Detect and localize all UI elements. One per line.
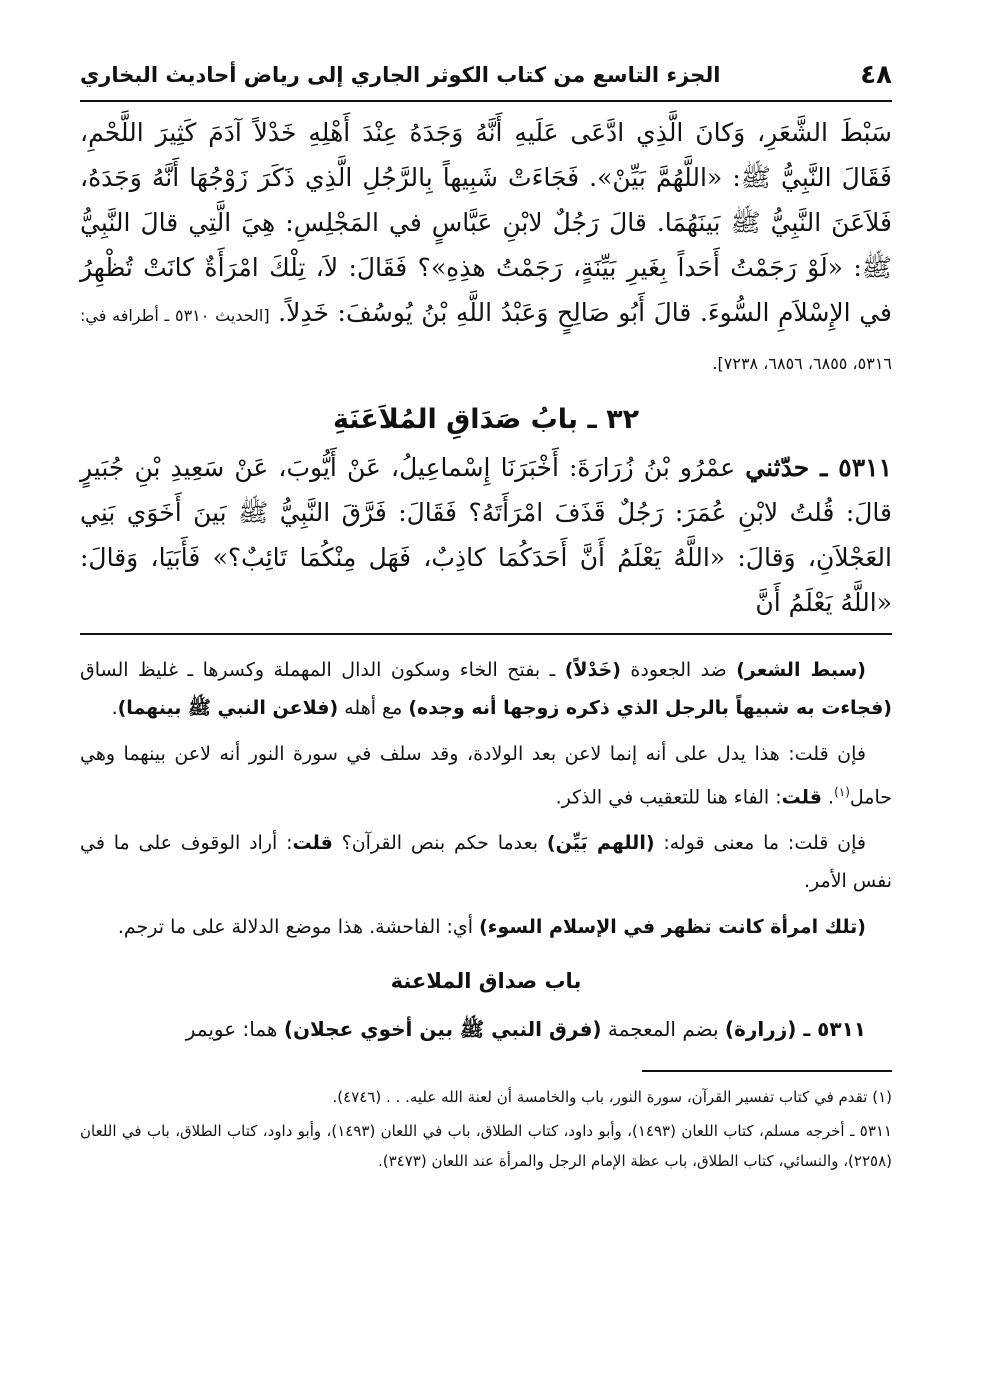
hadith-5311-body: عمْرُو بْنُ زُرَارَةَ: أَخْبَرَنَا إِسْماعِيلُ، عَنْ أَيُّوبَ، عَنْ سَعِيدِ بْنِ جُبَيرٍ قالَ: قُلتُ لابْنِ عُمَرَ: رَجُلٌ قَذَفَ امْرَأَتَهُ؟ فَقَالَ: فَرَّقَ النَّبِيُّ ﷺ بَينَ أَخَوَي بَنِي العَجْلاَنِ، وَقالَ: «اللَّهُ يَعْلَمُ أَنَّ أَحَدَكُمَا كاذِبٌ، فَهَل مِنْكُمَا تَائِبٌ؟» فَأَبَيَا، وَقالَ: «اللَّهُ يَعْلَمُ أَنَّ — [80, 453, 892, 617]
page-number: ٤٨ — [860, 60, 892, 90]
hadith-5311-number: ٥٣١١ ـ حدّثني — [745, 453, 892, 482]
chapter-title: ٣٢ ـ بابُ صَدَاقِ المُلاَعَنَةِ — [332, 404, 640, 435]
commentary-paragraph — [80, 735, 892, 816]
hadith-5310-body: سَبْطَ الشَّعَرِ، وَكانَ الَّذِي ادَّعَى عَلَيهِ أَنَّهُ وَجَدَهُ عِنْدَ أَهْلِهِ خَدْلاً آدَمَ كَثِيرَ اللَّحْمِ، فَقَالَ النَّبِيُّ ﷺ: «اللَّهُمَّ بَيِّنْ». فَجَاءَتْ شَبِيهاً بِالرَّجُلِ الَّذِي ذَكَرَ زَوْجُهَا أَنَّهُ وَجَدَهُ، فَلاَعَنَ النَّبِيُّ ﷺ بَينَهُمَا. قالَ رَجُلٌ لابْنِ عَبَّاسٍ في المَجْلِسِ: هِيَ الَّتِي قالَ النَّبِيُّ ﷺ: «لَوْ رَجَمْتُ أَحَداً بِغَيرِ بَيِّنَةٍ، رَجَمْتُ هذِهِ»؟ فَقَالَ: لاَ، تِلْكَ امْرَأَةٌ كانَتْ تُظْهِرُ في الإِسْلاَمِ السُّوءَ. قالَ أَبُو صَالِحٍ وَعَبْدُ اللَّهِ بْنُ يُوسُفَ: خَدِلاً. — [80, 118, 892, 327]
hadith-5310-source-ref: [الحديث ٥٣١٠ ـ أطرافه في: ٥٣١٦، ٦٨٥٥، ٦٨٥٦، ٧٢٣٨]. — [80, 306, 892, 373]
hadith-5310-text — [80, 110, 892, 386]
page-header — [80, 60, 892, 102]
running-title: الجزء التاسع من كتاب الكوثر الجاري إلى رياض أحاديث البخاري — [80, 63, 721, 87]
footnote-marker: (١) — [834, 785, 850, 799]
commentary-divider — [80, 633, 892, 635]
commentary-text: فإن قلت: ما معنى قوله: — [654, 832, 866, 855]
commentary-text: فإن قلت: هذا يدل على أنه إنما لاعن بعد الولادة، وقد سلف في سورة النور أنه لاعن بينهما وهي حامل — [80, 743, 892, 809]
commentary-term: ٥٣١١ ـ (زرارة) — [724, 1017, 866, 1042]
commentary-section — [80, 651, 892, 1048]
commentary-term: (خَدْلاً) — [564, 659, 621, 681]
commentary-text: هما: عويمر — [185, 1017, 284, 1042]
commentary-text: : الفاء هنا للتعقيب في الذكر. — [555, 786, 782, 809]
commentary-paragraph — [80, 651, 892, 727]
book-page — [80, 60, 892, 1357]
commentary-term: (فرق النبي ﷺ بين أخوي عجلان) — [283, 1017, 602, 1042]
hadith-5311-text — [80, 445, 892, 625]
commentary-text: ـ بفتح الخاء وسكون الدال المهملة وكسرها ـ غليظ الساق — [80, 659, 565, 681]
commentary-text: . — [821, 786, 835, 809]
commentary-term: (تلك امرأة كانت تظهر في الإسلام السوء) — [479, 916, 866, 939]
commentary-text: : أراد الوقوف على ما في نفس الأمر. — [80, 832, 892, 893]
commentary-term: قلت — [781, 786, 822, 809]
commentary-text: أي: الفاحشة. هذا موضع الدلالة على ما ترجم. — [117, 916, 480, 939]
footnote-divider — [642, 1070, 892, 1072]
commentary-text: . — [111, 697, 118, 719]
commentary-text: بضم المعجمة — [601, 1017, 725, 1042]
commentary-term: (فلاعن النبي ﷺ بينهما) — [117, 697, 339, 719]
commentary-paragraph — [80, 824, 892, 900]
commentary-text: مع أهله — [338, 697, 409, 719]
commentary-text: بعدما حكم بنص القرآن؟ — [332, 832, 547, 855]
commentary-term: (سبط الشعر) — [736, 659, 866, 681]
commentary-paragraph — [80, 908, 892, 946]
commentary-paragraph — [80, 1010, 892, 1048]
footnotes-section — [80, 1082, 892, 1176]
commentary-term: قلت — [292, 832, 333, 855]
footnote-2: ٥٣١١ ـ أخرجه مسلم، كتاب اللعان (١٤٩٣)، وأبو داود، كتاب الطلاق، باب في اللعان (١٤٩٣)، وأبو داود، كتاب الطلاق، باب في اللعان (٢٢٥٨)، والنسائي، كتاب الطلاق، باب عظة الإمام الرجل والمرأة عند اللعان (٣٤٧٣). — [80, 1122, 892, 1171]
commentary-term: (فجاءت به شبيهاً بالرجل الذي ذكره زوجها أنه وجده) — [408, 697, 892, 719]
commentary-text: ضد الجعودة — [620, 659, 737, 681]
footnote-1: (١) تقدم في كتاب تفسير القرآن، سورة النور، باب والخامسة أن لعنة الله عليه. . . (٤٧٤٦). — [332, 1088, 892, 1107]
commentary-term: (اللهم بَيِّن) — [546, 832, 655, 855]
commentary-sub-title: باب صداق الملاعنة — [390, 969, 582, 994]
